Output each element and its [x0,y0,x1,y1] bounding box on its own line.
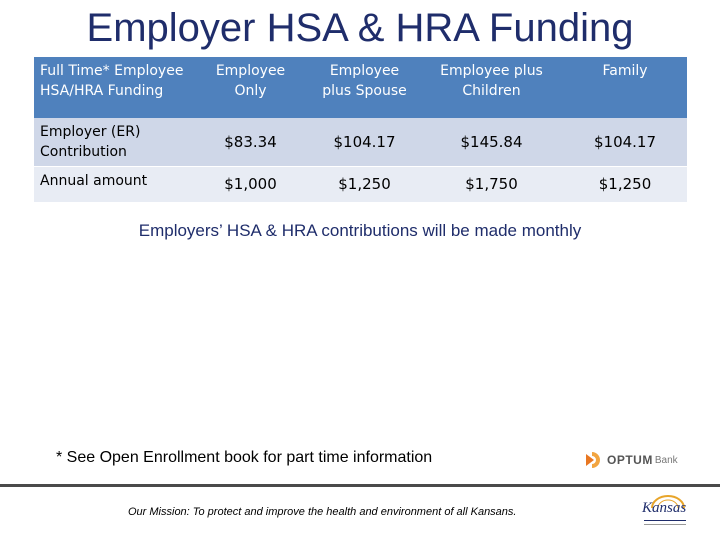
cell-annual-employee-plus-spouse: $1,250 [309,166,420,202]
footer-divider [0,484,720,487]
funding-table [34,57,687,202]
kansas-wordmark: Kansas [642,500,687,516]
table-row [34,166,687,202]
row-label-annual: Annual amount [34,166,192,202]
page-title: Employer HSA & HRA Funding [86,6,634,50]
cell-contribution-employee-plus-children: $145.84 [420,118,563,166]
header-employee-only: Employee Only [192,57,309,118]
cell-contribution-employee-only: $83.34 [192,118,309,166]
table-header-row [34,57,687,118]
kansas-logo [638,494,692,528]
part-time-footnote: * See Open Enrollment book for part time information [56,449,433,466]
row-label-contribution: Employer (ER) Contribution [34,118,192,166]
optum-logo-icon [584,450,604,470]
header-family: Family [563,57,687,118]
optum-bank-label: Bank [654,454,678,466]
kansas-underline [644,520,686,521]
cell-annual-employee-plus-children: $1,750 [420,166,563,202]
optum-bank-logo [584,450,678,470]
cell-annual-family: $1,250 [563,166,687,202]
monthly-note: Employers’ HSA & HRA contributions will be made monthly [138,221,582,240]
kansas-underline-secondary [644,524,686,525]
header-employee-plus-children: Employee plus Children [420,57,563,118]
cell-contribution-employee-plus-spouse: $104.17 [309,118,420,166]
cell-contribution-family: $104.17 [563,118,687,166]
cell-annual-employee-only: $1,000 [192,166,309,202]
table-row [34,118,687,166]
header-funding-type: Full Time* Employee HSA/HRA Funding [34,57,192,118]
header-employee-plus-spouse: Employee plus Spouse [309,57,420,118]
optum-wordmark: OPTUM [607,453,653,467]
mission-statement: Our Mission: To protect and improve the health and environment of all Kansans. [128,506,517,518]
